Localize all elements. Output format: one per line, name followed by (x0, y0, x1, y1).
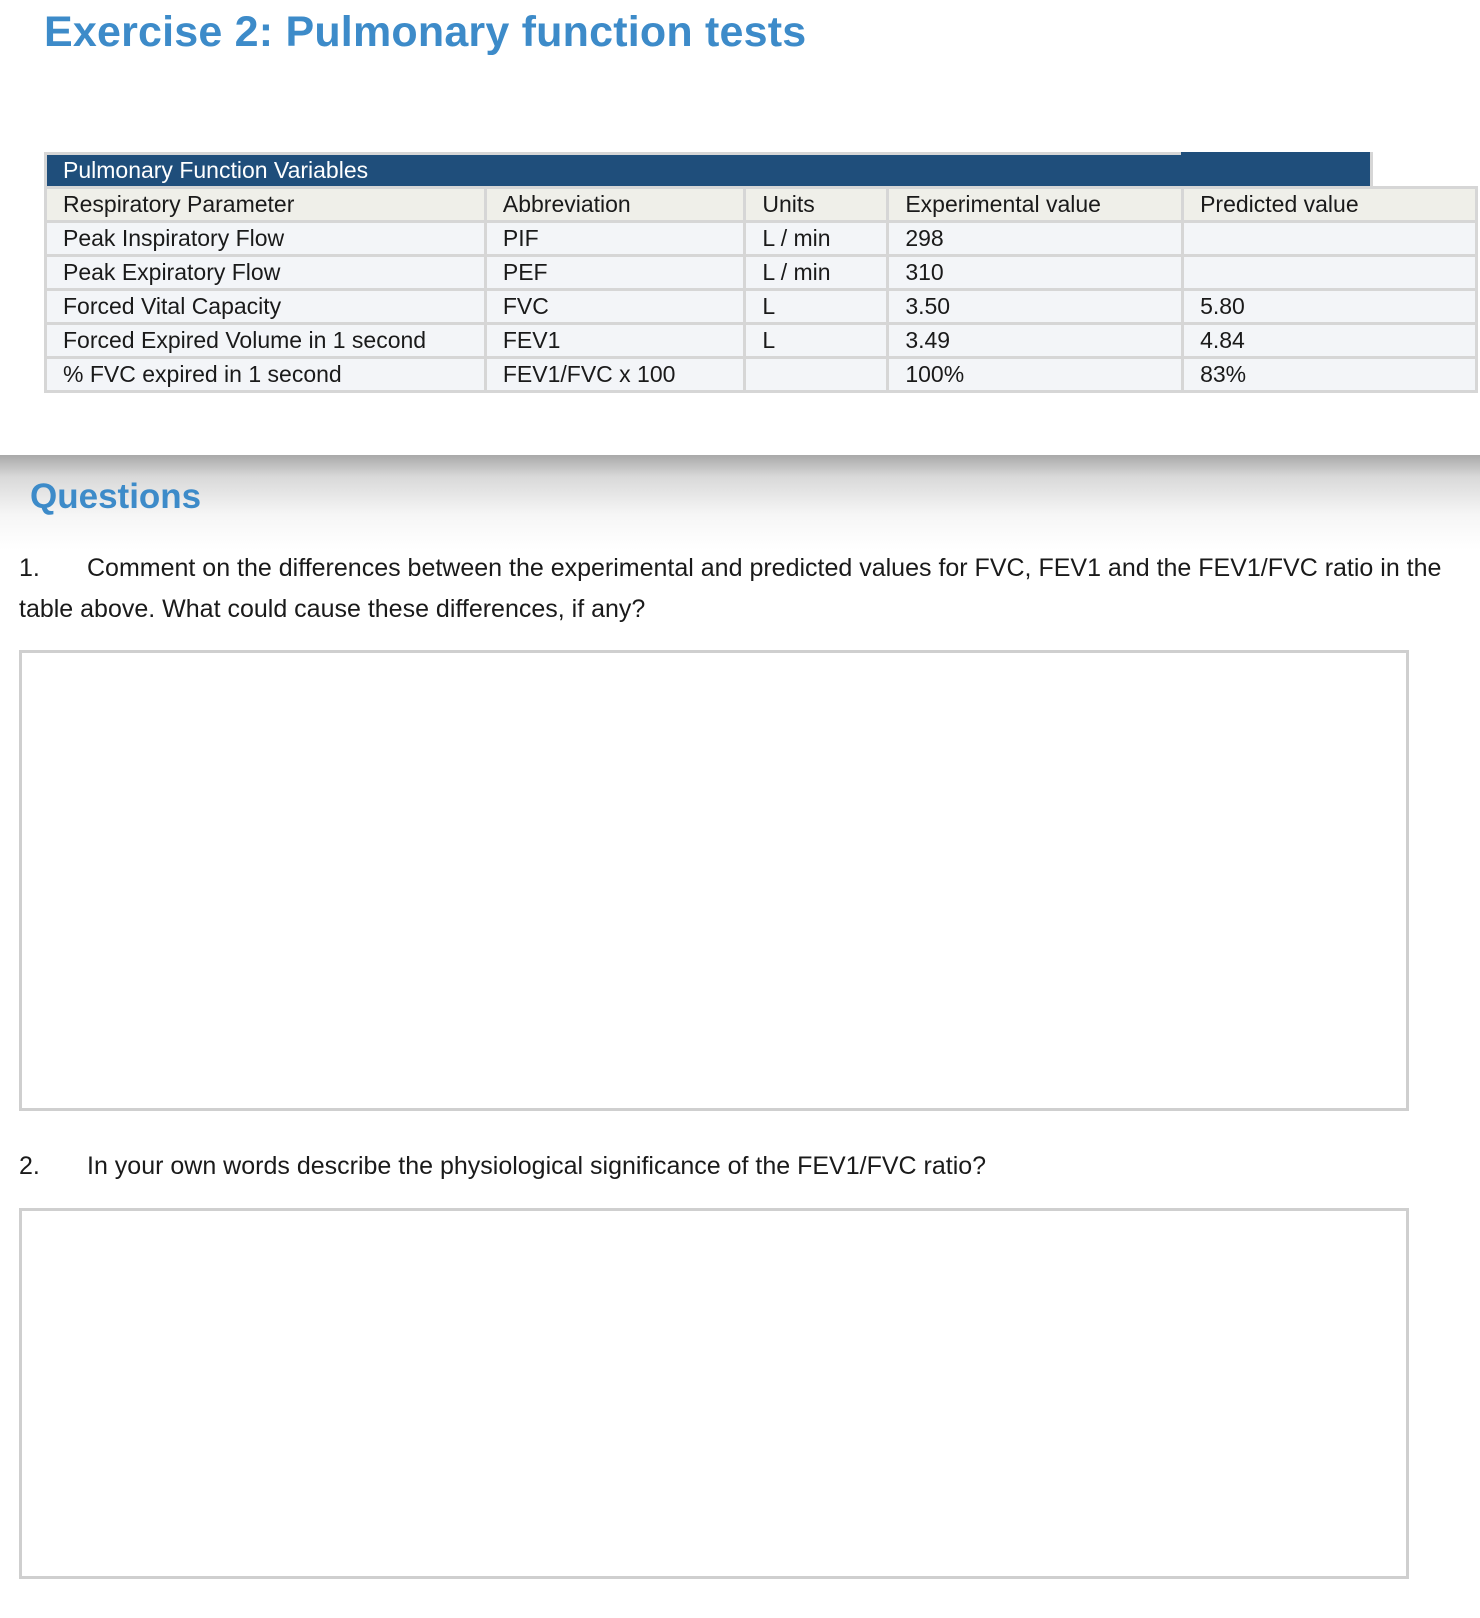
column-header: Abbreviation (484, 186, 744, 223)
table-row (44, 325, 1478, 359)
cell-predicted: 5.80 (1181, 291, 1478, 325)
cell-abbreviation: PIF (484, 223, 744, 257)
cell-predicted: 4.84 (1181, 325, 1478, 359)
question-number: 2. (19, 1152, 40, 1180)
cell-abbreviation: FEV1 (484, 325, 744, 359)
table-caption-end (1181, 152, 1478, 186)
cell-experimental: 3.50 (886, 291, 1181, 325)
question-1 (19, 548, 1459, 630)
cell-units: L (743, 325, 886, 359)
cell-parameter: Forced Expired Volume in 1 second (44, 325, 484, 359)
table-row (44, 359, 1478, 393)
cell-parameter: Peak Inspiratory Flow (44, 223, 484, 257)
cell-parameter: % FVC expired in 1 second (44, 359, 484, 393)
pulmonary-function-table (44, 152, 1478, 393)
column-header: Units (743, 186, 886, 223)
cell-experimental: 3.49 (886, 325, 1181, 359)
column-header: Experimental value (886, 186, 1181, 223)
cell-experimental: 100% (886, 359, 1181, 393)
table-row (44, 291, 1478, 325)
table-header-row (44, 186, 1478, 223)
cell-units: L / min (743, 257, 886, 291)
column-header: Predicted value (1181, 186, 1478, 223)
page-title: Exercise 2: Pulmonary function tests (44, 8, 807, 56)
questions-section-band (0, 455, 1480, 550)
cell-predicted (1181, 257, 1478, 291)
table-row (44, 257, 1478, 291)
cell-parameter: Peak Expiratory Flow (44, 257, 484, 291)
question-number: 1. (19, 554, 40, 582)
column-header: Respiratory Parameter (44, 186, 484, 223)
cell-units: L (743, 291, 886, 325)
table-row (44, 223, 1478, 257)
question-2 (19, 1146, 1459, 1187)
table-caption: Pulmonary Function Variables (44, 152, 1181, 186)
answer-box-1[interactable] (19, 650, 1409, 1111)
question-text: Comment on the differences between the experimental and predicted values for FVC, FEV1 and the FEV1/FVC ratio in the table above. What could cause these differences, if any? (19, 554, 1442, 623)
cell-predicted (1181, 223, 1478, 257)
cell-abbreviation: FEV1/FVC x 100 (484, 359, 744, 393)
cell-experimental: 298 (886, 223, 1181, 257)
cell-units: L / min (743, 223, 886, 257)
cell-parameter: Forced Vital Capacity (44, 291, 484, 325)
question-text: In your own words describe the physiological significance of the FEV1/FVC ratio? (87, 1152, 987, 1180)
answer-box-2[interactable] (19, 1208, 1409, 1579)
cell-units (743, 359, 886, 393)
table-caption-row (44, 152, 1478, 186)
cell-abbreviation: FVC (484, 291, 744, 325)
questions-heading: Questions (30, 477, 202, 516)
cell-predicted: 83% (1181, 359, 1478, 393)
cell-abbreviation: PEF (484, 257, 744, 291)
cell-experimental: 310 (886, 257, 1181, 291)
